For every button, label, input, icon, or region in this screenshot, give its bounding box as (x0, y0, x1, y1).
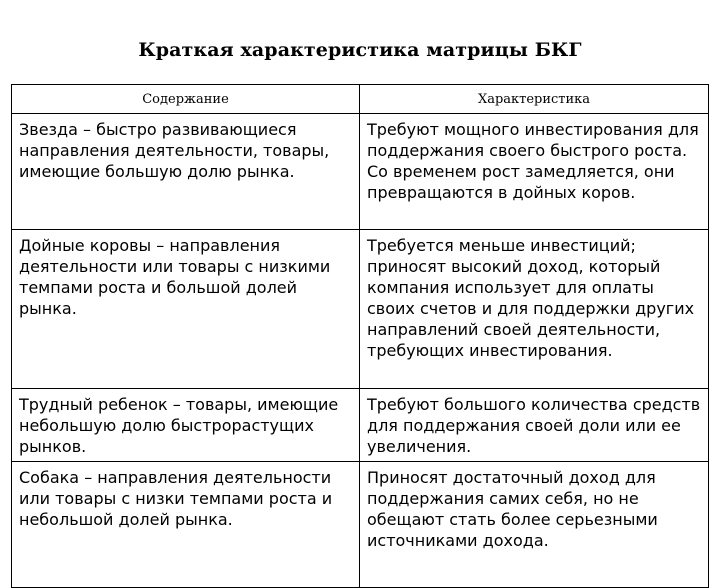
table-row-dog (12, 462, 709, 588)
cell-content: Трудный ребенок – товары, имеющие небольшую долю быстрорастущих рынков. (12, 389, 360, 462)
cell-content: Собака – направления деятельности или товары с низки темпами роста и небольшой долей рынка. (12, 462, 360, 588)
slide-title: Краткая характеристика матрицы БКГ (138, 39, 582, 61)
cell-content: Звезда – быстро развивающиеся направления деятельности, товары, имеющие большую долю рынка. (12, 114, 360, 230)
table-row-cash-cow (12, 230, 709, 389)
header-characteristic: Характеристика (360, 85, 709, 114)
cell-characteristic: Приносят достаточный доход для поддержания самих себя, но не обещают стать более серьезными источниками дохода. (360, 462, 709, 588)
table-row-question-mark (12, 389, 709, 462)
bcg-matrix-table (11, 84, 709, 588)
cell-content: Дойные коровы – направления деятельности или товары с низкими темпами роста и большой долей рынка. (12, 230, 360, 389)
table-row-star (12, 114, 709, 230)
cell-characteristic: Требуют мощного инвестирования для поддержания своего быстрого роста. Со временем рост замедляется, они превращаются в дойных коров. (360, 114, 709, 230)
cell-characteristic: Требуется меньше инвестиций; приносят высокий доход, который компания использует для оплаты своих счетов и для поддержки других направлений своей деятельности, требующих инвестирования. (360, 230, 709, 389)
header-content: Содержание (12, 85, 360, 114)
cell-characteristic: Требуют большого количества средств для поддержания своей доли или ее увеличения. (360, 389, 709, 462)
table-header-row (12, 85, 709, 114)
